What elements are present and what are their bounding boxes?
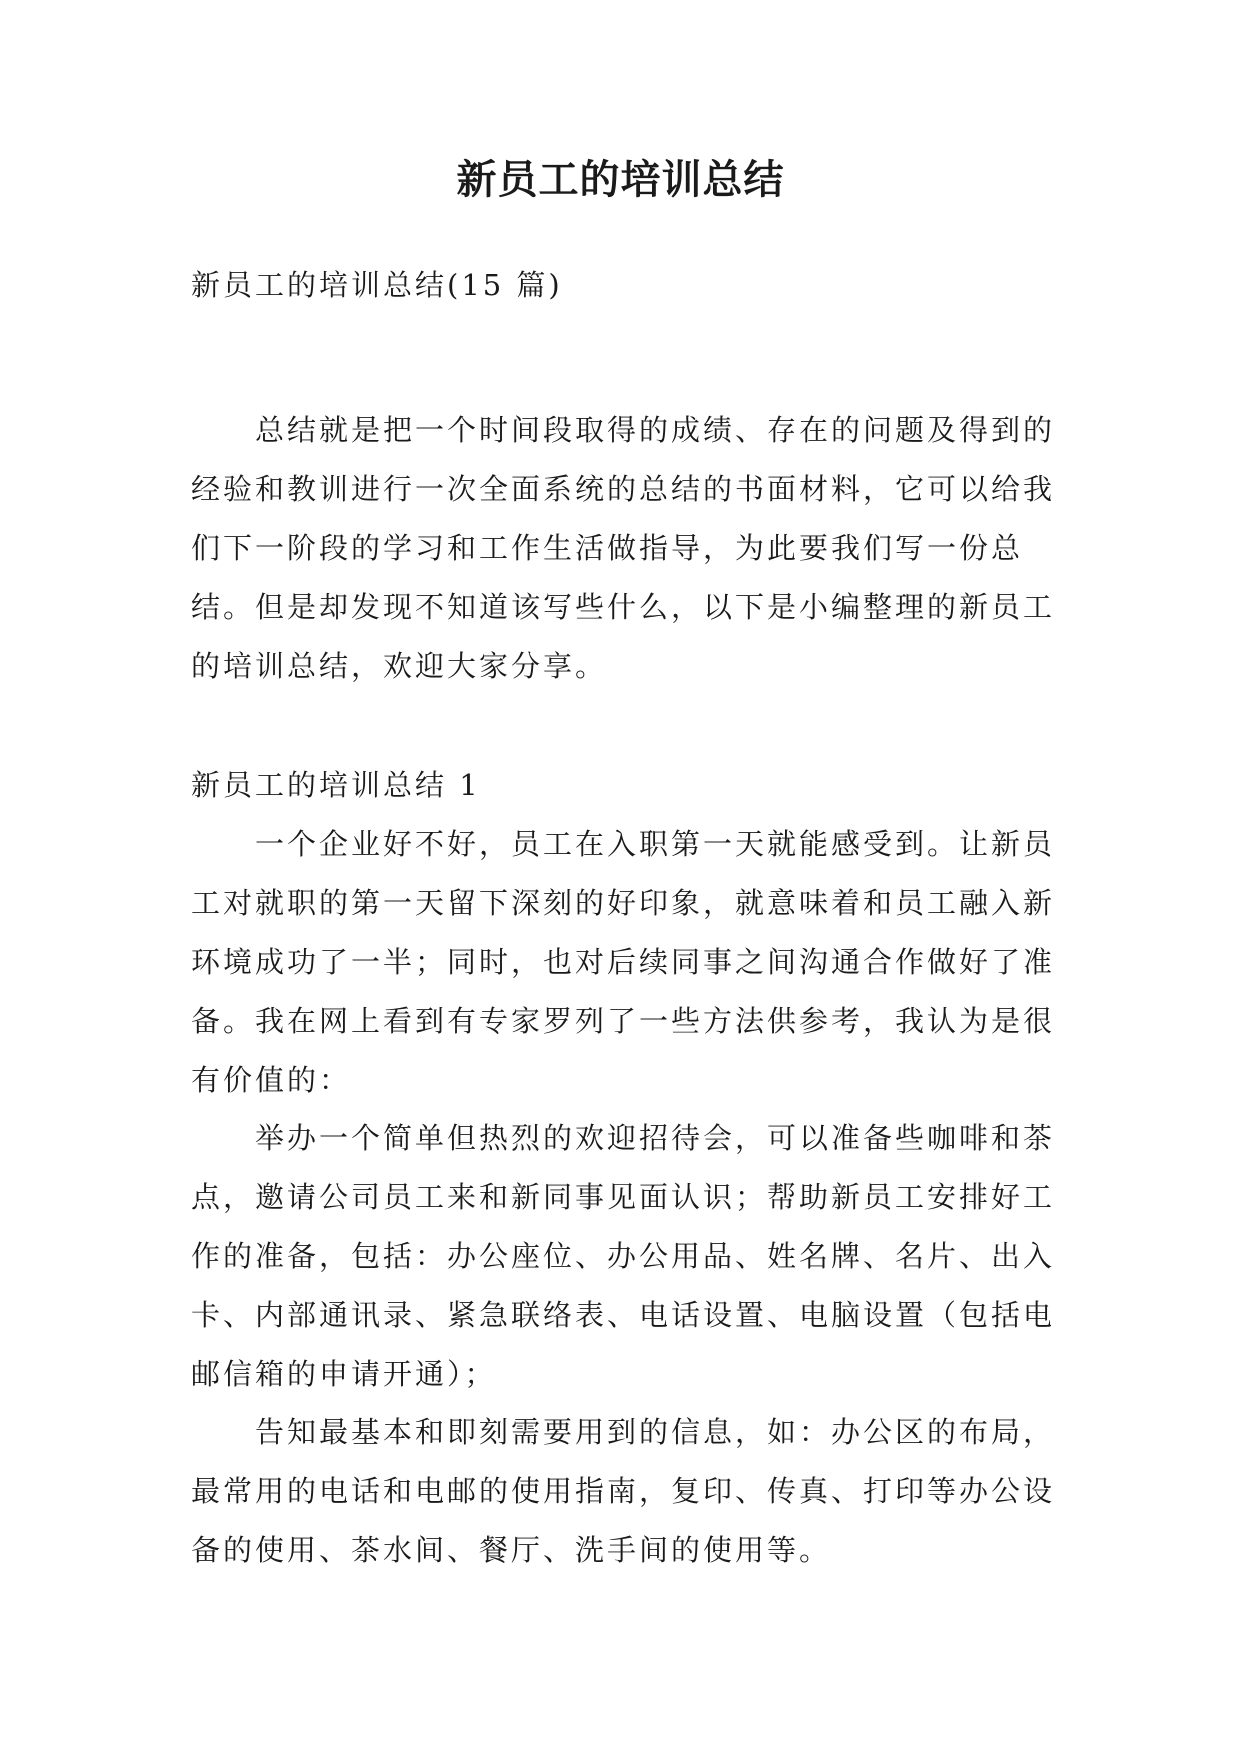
document-subtitle: 新员工的培训总结(15 篇) xyxy=(191,268,563,302)
body-paragraph: 一个企业好不好，员工在入职第一天就能感受到。让新员工对就职的第一天留下深刻的好印象，就意味着和员工融入新环境成功了一半；同时，也对后续同事之间沟通合作做好了准备。我在网上看到有专家罗列了一些方法供参考，我认为是很有价值的： xyxy=(191,827,1056,1097)
body-paragraph: 告知最基本和即刻需要用到的信息，如：办公区的布局，最常用的电话和电邮的使用指南，复印、传真、打印等办公设备的使用、茶水间、餐厅、洗手间的使用等。 xyxy=(191,1415,1056,1567)
document-title: 新员工的培训总结 xyxy=(456,157,785,203)
intro-paragraph: 总结就是把一个时间段取得的成绩、存在的问题及得到的经验和教训进行一次全面系统的总结的书面材料，它可以给我们下一阶段的学习和工作生活做指导，为此要我们写一份总结。但是却发现不知道该写些什么，以下是小编整理的新员工的培训总结，欢迎大家分享。 xyxy=(191,413,1056,683)
body-paragraph: 举办一个简单但热烈的欢迎招待会，可以准备些咖啡和茶点，邀请公司员工来和新同事见面认识；帮助新员工安排好工作的准备，包括：办公座位、办公用品、姓名牌、名片、出入卡、内部通讯录、紧急联络表、电话设置、电脑设置（包括电邮信箱的申请开通）； xyxy=(191,1121,1056,1391)
section-heading: 新员工的培训总结 1 xyxy=(191,768,481,802)
